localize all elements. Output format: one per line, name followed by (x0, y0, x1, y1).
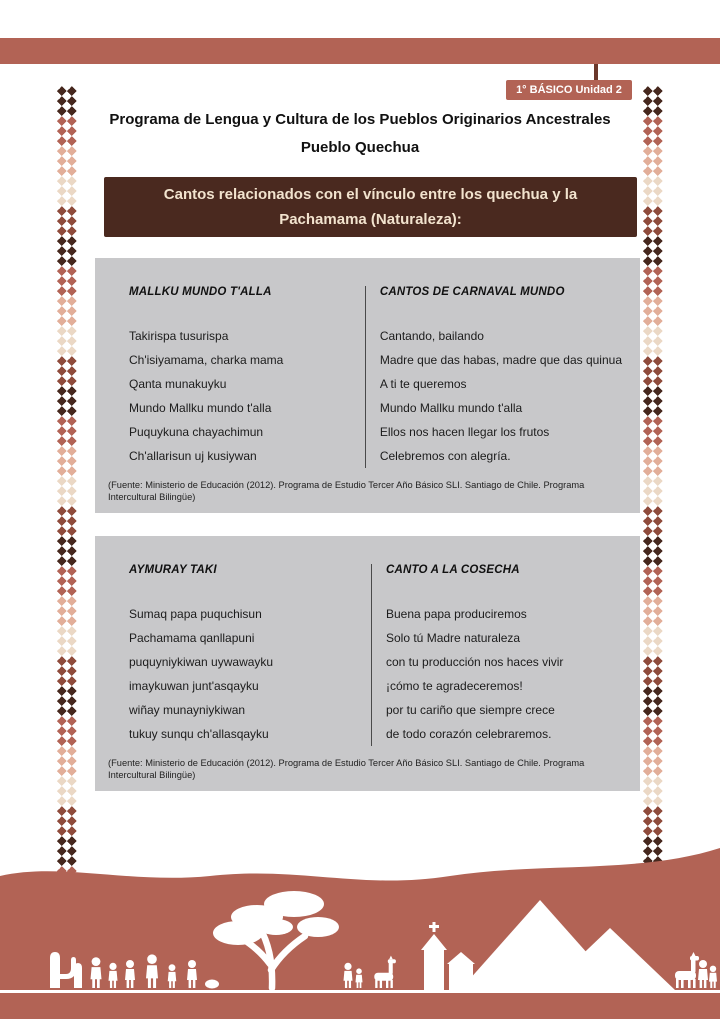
song-line: Madre que das habas, madre que das quinua (379, 353, 622, 367)
song-line: imaykuwan junt'asqayku (129, 679, 259, 693)
song-column-spanish (366, 286, 622, 468)
song-line: Sumaq papa puquchisun (129, 607, 262, 621)
title-line-1: Programa de Lengua y Cultura de los Pueblos Originarios Ancestrales (109, 111, 611, 128)
bush-silhouette (205, 980, 219, 989)
song-line: de todo corazón celebraremos. (386, 727, 552, 741)
top-border-bar (0, 38, 720, 64)
song-columns (108, 564, 622, 746)
song-title: CANTOS DE CARNAVAL MUNDO (379, 286, 565, 298)
section-banner: Cantos relacionados con el vínculo entre los quechua y la Pachamama (Naturaleza): (104, 177, 637, 237)
song-line: Pachamama qanllapuni (129, 631, 255, 645)
song-line: tukuy sunqu ch'allasqayku (129, 727, 269, 741)
bottom-border-bar (0, 993, 720, 1019)
source-citation: (Fuente: Ministerio de Educación (2012). Programa de Estudio Tercer Año Básico SLI. Santiago de Chile. Programa Intercultural Bilingüe) (108, 480, 585, 502)
song-line: Puquykuna chayachimun (129, 425, 264, 439)
song-line: Qanta munakuyku (129, 377, 227, 391)
song-title: MALLKU MUNDO T'ALLA (129, 286, 272, 298)
cactus-icon (74, 963, 82, 988)
song-line: Takirispa tusurispa (129, 329, 229, 343)
song-line: Ellos nos hacen llegar los frutos (379, 425, 550, 439)
song-line: Buena papa produciremos (386, 607, 527, 621)
song-line: Cantando, bailando (379, 329, 484, 343)
landscape-illustration (0, 832, 720, 990)
source-citation: (Fuente: Ministerio de Educación (2012). Programa de Estudio Tercer Año Básico SLI. Santiago de Chile. Programa Intercultural Bilingüe) (108, 758, 585, 780)
song-line: Solo tú Madre naturaleza (386, 631, 521, 645)
song-line: Celebremos con alegría. (379, 449, 511, 463)
song-box-1 (95, 258, 640, 513)
song-line: por tu cariño que siempre crece (386, 703, 555, 717)
song-line: puquyniykiwan uywawayku (129, 655, 274, 669)
song-box-2 (95, 536, 640, 791)
left-textile-border (57, 86, 77, 878)
song-columns (108, 286, 622, 468)
right-textile-border (643, 86, 663, 878)
song-line: Mundo Mallku mundo t'alla (379, 401, 523, 415)
song-title: CANTO A LA COSECHA (386, 564, 520, 576)
song-column-quechua (129, 286, 365, 468)
song-line: Ch'allarisun uj kusiywan (129, 449, 257, 463)
birds-icon (330, 850, 384, 860)
song-line: ¡cómo te agradeceremos! (386, 679, 523, 693)
song-column-spanish (372, 564, 622, 746)
page-title (90, 106, 630, 162)
song-column-quechua (129, 564, 371, 746)
song-line: Mundo Mallku mundo t'alla (129, 401, 272, 415)
song-line: A ti te queremos (379, 377, 467, 391)
song-title: AYMURAY TAKI (129, 564, 217, 576)
unit-badge: 1° BÁSICO Unidad 2 (506, 80, 632, 100)
bush-silhouette (641, 980, 655, 989)
song-line: wiñay munayniykiwan (129, 703, 246, 717)
song-line: Ch'isiyamama, charka mama (129, 353, 284, 367)
song-line: con tu producción nos haces vivir (386, 655, 564, 669)
title-line-2: Pueblo Quechua (300, 139, 420, 156)
